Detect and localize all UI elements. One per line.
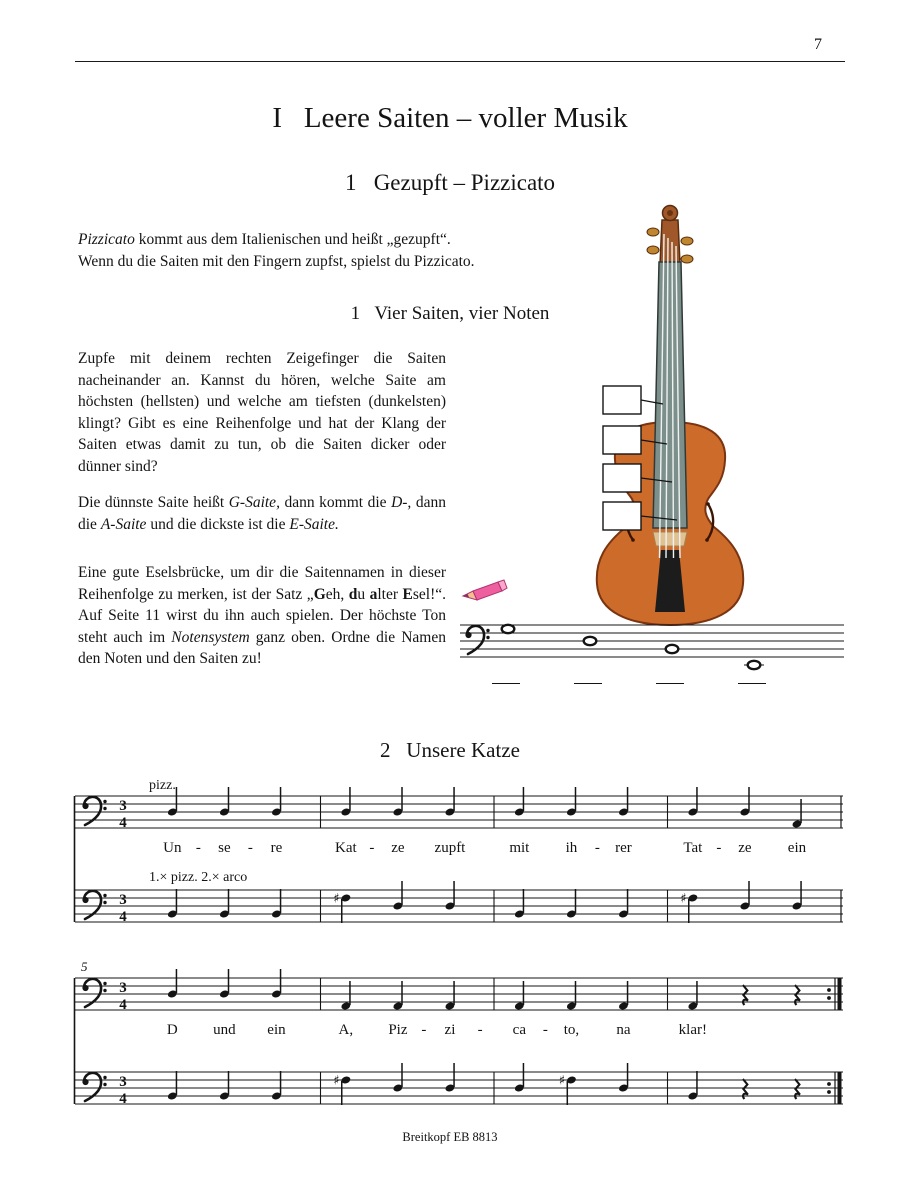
- lyric-syllable: ze: [391, 840, 405, 856]
- quarter-note: [791, 881, 802, 911]
- song-system-2: [73, 962, 845, 1120]
- quarter-note: [444, 881, 455, 911]
- pencil-icon: [460, 577, 508, 605]
- whole-note: [666, 645, 679, 653]
- answer-blank-2: [574, 672, 602, 684]
- whole-note: [584, 637, 597, 645]
- header-rule: [75, 61, 845, 62]
- whole-note: [502, 625, 515, 633]
- quarter-note: [167, 889, 178, 919]
- paragraph-mnemonic: Eine gute Eselsbrücke, um dir die Saitennamen in dieser Reihenfolge zu merken, ist der Satz „Geh, du alter Esel!“. Auf Seite 11 wirst du ihn auch spielen. Der höchste Ton steht auch im Notensystem ganz oben. Ordne die Namen den Noten und den Saiten zu!: [78, 564, 447, 667]
- lyric-syllable: Un: [163, 840, 182, 856]
- lyric-hyphen: -: [369, 840, 375, 856]
- repeat-dot: [827, 988, 831, 992]
- quarter-note: [514, 787, 525, 817]
- lyric-syllable: A,: [338, 1022, 354, 1038]
- quarter-note: [514, 889, 525, 919]
- lyric-syllable: ca: [512, 1022, 527, 1038]
- quarter-note: [618, 1063, 629, 1093]
- repeat-dot: [827, 996, 831, 1000]
- staff: [75, 890, 843, 922]
- lyric-syllable: ih: [565, 840, 578, 856]
- lyric-syllable: zi: [444, 1022, 456, 1038]
- quarter-note: [219, 969, 230, 999]
- lyric-hyphen: -: [542, 1022, 548, 1038]
- pizz-label: pizz.: [149, 780, 176, 793]
- bass-clef-icon: [82, 1073, 106, 1101]
- lyric-hyphen: -: [594, 840, 600, 856]
- quarter-note: [271, 889, 282, 919]
- quarter-note: [333, 892, 351, 924]
- time-signature: 3: [119, 980, 127, 996]
- footer-imprint: Breitkopf EB 8813: [402, 1130, 498, 1144]
- time-signature: 4: [119, 909, 127, 925]
- lyric-syllable: Tat: [683, 840, 703, 856]
- bass-clef-icon: [465, 626, 489, 654]
- quarter-note: [392, 1063, 403, 1093]
- whole-note: [748, 661, 761, 669]
- answer-blank-4: [738, 672, 766, 684]
- staff: [460, 625, 844, 657]
- quarter-note: [739, 881, 750, 911]
- voice2-label: 1.× pizz. 2.× arco: [149, 870, 248, 885]
- quarter-note: [566, 889, 577, 919]
- subsection-title: 1 Vier Saiten, vier Noten: [350, 303, 550, 324]
- bridge: [653, 532, 687, 546]
- lyric-syllable: ze: [738, 840, 752, 856]
- bass-clef-icon: [82, 891, 106, 919]
- quarter-note: [392, 787, 403, 817]
- quarter-note: [219, 889, 230, 919]
- answer-blank-1: [492, 672, 520, 684]
- quarter-note: [687, 787, 698, 817]
- sharp-accidental: ♯: [333, 1073, 340, 1089]
- staff: [75, 1072, 843, 1104]
- quarter-note: [618, 787, 629, 817]
- lyric-syllable: Piz: [388, 1022, 408, 1038]
- sharp-accidental: ♯: [333, 891, 340, 907]
- quarter-note: [333, 1074, 351, 1106]
- lyric-hyphen: -: [716, 840, 722, 856]
- lyric-hyphen: -: [247, 840, 253, 856]
- quarter-note: [340, 787, 351, 817]
- lyric-syllable: se: [218, 840, 231, 856]
- quarter-note: [514, 1063, 525, 1093]
- bass-clef-icon: [82, 797, 106, 825]
- quarter-note: [271, 1071, 282, 1101]
- string-label-box-2: [603, 426, 641, 454]
- lyric-syllable: rer: [615, 840, 632, 856]
- fingerboard: [653, 262, 687, 528]
- quarter-note: [687, 981, 698, 1011]
- string-label-box-1: [603, 386, 641, 414]
- quarter-note: [514, 981, 525, 1011]
- lyric-syllable: klar!: [678, 1022, 708, 1038]
- time-signature: 3: [119, 892, 127, 908]
- quarter-note: [618, 981, 629, 1011]
- double-bass-illustration: [575, 198, 775, 628]
- quarter-note: [219, 787, 230, 817]
- lyric-syllable: ein: [787, 840, 807, 856]
- quarter-note: [271, 787, 282, 817]
- lyric-syllable: re: [270, 840, 283, 856]
- measure-number: 5: [81, 962, 88, 974]
- quarter-note: [340, 981, 351, 1011]
- quarter-note: [618, 889, 629, 919]
- answer-blank-3: [656, 672, 684, 684]
- quarter-note: [739, 787, 750, 817]
- repeat-dot: [827, 1090, 831, 1094]
- quarter-note: [680, 892, 698, 924]
- quarter-note: [167, 969, 178, 999]
- lyric-syllable: und: [213, 1022, 236, 1038]
- lyric-syllable: mit: [509, 840, 530, 856]
- quarter-note: [271, 969, 282, 999]
- lyric-syllable: D: [166, 1022, 178, 1038]
- staff: [75, 978, 843, 1010]
- scroll-and-pegbox: [647, 206, 693, 265]
- lyric-syllable: zupft: [434, 840, 466, 856]
- sharp-accidental: ♯: [558, 1073, 566, 1089]
- quarter-note: [566, 787, 577, 817]
- lyric-syllable: na: [616, 1022, 631, 1038]
- time-signature: 4: [119, 1091, 127, 1107]
- paragraph-string-names: Die dünnste Saite heißt G-Saite, dann kommt die D-, dann die A-Saite und die dickste ist die E-Saite.: [78, 494, 446, 533]
- quarter-note: [444, 787, 455, 817]
- quarter-note: [444, 1063, 455, 1093]
- quarter-note: [392, 981, 403, 1011]
- quarter-note: [791, 799, 802, 829]
- paragraph-strings: Zupfe mit deinem rechten Zeigefinger die Saiten nacheinander an. Kannst du hören, welche Saite am höchsten (hellsten) und welche am tiefsten (dunkelsten) klingt? Gibt es eine Reihenfolge und hat der Klang der Saiten etwas damit zu tun, ob die Saiten dicker oder dünner sind?: [78, 350, 446, 475]
- lyric-hyphen: -: [195, 840, 201, 856]
- section-1-title: 1 Gezupft – Pizzicato: [344, 170, 556, 195]
- staff: [75, 796, 843, 828]
- lyric-syllable: ein: [267, 1022, 286, 1038]
- time-signature: 4: [119, 997, 127, 1013]
- quarter-note: [444, 981, 455, 1011]
- string-label-box-3: [603, 464, 641, 492]
- section-2-title: 2 Unsere Katze: [380, 738, 520, 762]
- string-label-box-4: [603, 502, 641, 530]
- bass-clef-icon: [82, 979, 106, 1007]
- quarter-note: [687, 1071, 698, 1101]
- quarter-note: [167, 1071, 178, 1101]
- chapter-title: I Leere Saiten – voller Musik: [272, 102, 628, 134]
- time-signature: 3: [119, 798, 127, 814]
- quarter-note: [559, 1074, 577, 1106]
- intro-paragraph: Pizzicato kommt aus dem Italienischen und heißt „gezupft“. Wenn du die Saiten mit den Fingern zupfst, spielst du Pizzicato.: [78, 231, 475, 270]
- time-signature: 4: [119, 815, 127, 831]
- answer-blanks: [492, 672, 766, 684]
- song-system-1: [73, 780, 845, 938]
- lyric-hyphen: -: [477, 1022, 483, 1038]
- lyric-syllable: to,: [563, 1022, 580, 1038]
- lyric-syllable: Kat: [335, 840, 357, 856]
- sharp-accidental: ♯: [680, 891, 687, 907]
- time-signature: 3: [119, 1074, 127, 1090]
- repeat-dot: [827, 1082, 831, 1086]
- quarter-note: [566, 981, 577, 1011]
- lyric-hyphen: -: [421, 1022, 427, 1038]
- quarter-note: [392, 881, 403, 911]
- quarter-note: [219, 1071, 230, 1101]
- page-number: 7: [814, 36, 822, 53]
